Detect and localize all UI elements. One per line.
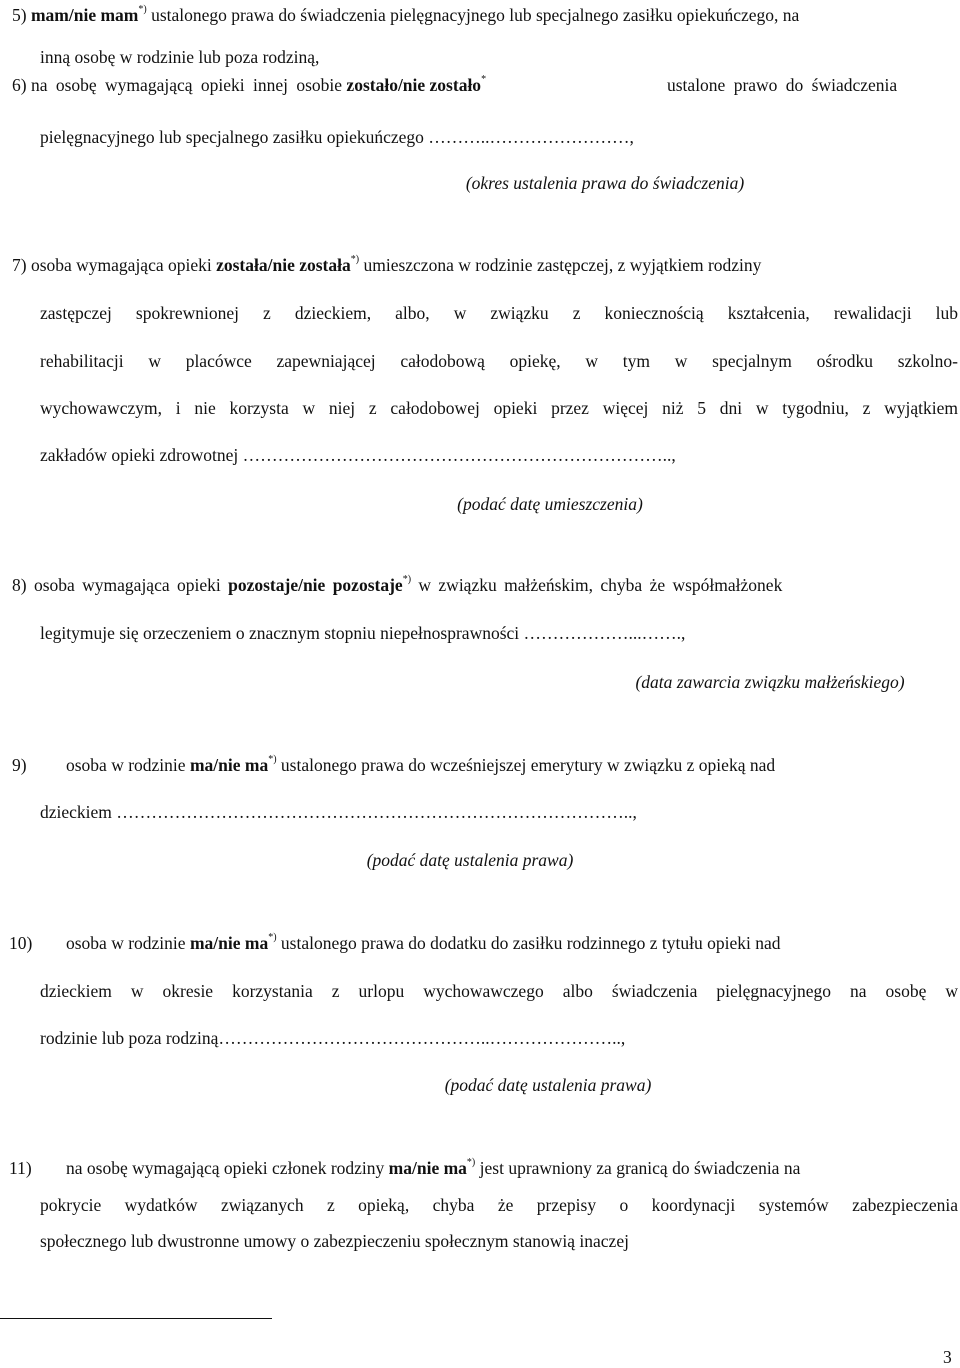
body-text: ustalonego prawa do wcześniejszej emerytury w związku z opieką nad	[280, 755, 776, 775]
item-number: 10)	[9, 933, 33, 953]
item-number: 5)	[12, 5, 27, 25]
item-7-line-4: wychowawczym, i nie korzysta w niej z całodobowej opieki przez więcej niż 5 dni w tygodniu, z wyjątkiem	[40, 398, 958, 418]
item-6-line-1-end: ustalone prawo do świadczenia	[667, 75, 898, 95]
body-text: osoba wymagająca opieki	[30, 255, 212, 275]
item-6-caption: (okres ustalenia prawa do świadczenia)	[465, 173, 745, 193]
item-7-line-2: zastępczej spokrewnionej z dzieckiem, albo, w związku z koniecznością kształcenia, rewalidacji lub	[40, 303, 958, 323]
item-number: 6)	[12, 75, 27, 95]
option-text: pozostaje/nie pozostaje	[228, 575, 403, 595]
footnote-marker: *)	[138, 4, 147, 15]
footnote-marker: *)	[402, 574, 412, 585]
body-text: jest uprawniony za granicą do świadczenia na	[479, 1158, 801, 1178]
item-number: 11)	[9, 1158, 32, 1178]
item-10-line-2: dzieckiem w okresie korzystania z urlopu wychowawczego albo świadczenia pielęgnacyjnego na osobę w	[40, 981, 958, 1001]
item-11-line-2: pokrycie wydatków związanych z opieką, chyba że przepisy o koordynacji systemów zabezpieczenia	[40, 1195, 958, 1215]
item-11-line-3: społecznego lub dwustronne umowy o zabezpieczeniu społecznym stanowią inaczej	[40, 1231, 629, 1251]
item-number: 7)	[12, 255, 27, 275]
option-text: ma/nie ma	[388, 1158, 467, 1178]
item-9-line-2: dzieckiem ……………………………………………………………………………..,	[40, 802, 637, 822]
footnote-marker: *)	[268, 932, 277, 943]
item-5-line-1	[12, 4, 799, 26]
item-7-line-5: zakładów opieki zdrowotnej ………………………………………………………………..,	[40, 445, 676, 465]
body-text: ustalonego prawa do dodatku do zasiłku rodzinnego z tytułu opieki nad	[280, 933, 781, 953]
body-text: na osobę wymagającą opieki członek rodziny	[66, 1158, 385, 1178]
item-5-line-2: inną osobę w rodzinie lub poza rodziną,	[40, 47, 320, 67]
item-6-line-1	[12, 74, 486, 96]
item-9-line-1	[12, 754, 775, 776]
item-10-caption: (podać datę ustalenia prawa)	[444, 1075, 652, 1095]
footnote-separator	[0, 1318, 272, 1319]
item-7-line-1	[12, 254, 761, 276]
option-text: mam/nie mam	[30, 5, 139, 25]
option-text: ma/nie ma	[189, 755, 269, 775]
footnote-marker: *	[481, 74, 487, 85]
item-7-caption: (podać datę umieszczenia)	[457, 494, 643, 514]
body-text: osoba w rodzinie	[66, 755, 186, 775]
body-text: ustalonego prawa do świadczenia pielęgnacyjnego lub specjalnego zasiłku opiekuńczego, na	[146, 5, 800, 25]
item-8-line-2: legitymuje się orzeczeniem o znacznym stopniu niepełnosprawności ………………...…….,	[40, 623, 686, 643]
body-text: osoba wymagająca opieki	[33, 575, 221, 595]
item-10-line-3: rodzinie lub poza rodziną………………………………………..…………………..,	[40, 1028, 626, 1048]
item-10-line-1	[9, 932, 781, 954]
item-11-line-1	[9, 1157, 800, 1179]
option-text: została/nie została	[216, 255, 351, 275]
body-text: w związku małżeńskim, chyba że współmałżonek	[418, 575, 783, 595]
option-text: zostało/nie zostało	[346, 75, 482, 95]
body-text: osoba w rodzinie	[66, 933, 186, 953]
item-9-caption: (podać datę ustalenia prawa)	[366, 850, 574, 870]
item-8-caption: (data zawarcia związku małżeńskiego)	[635, 672, 905, 692]
footnote-marker: *)	[466, 1157, 476, 1168]
footnote-marker: *)	[350, 254, 360, 265]
item-6-line-2: pielęgnacyjnego lub specjalnego zasiłku opiekuńczego ………..……………………,	[40, 127, 634, 147]
item-number: 8)	[12, 575, 27, 595]
page-number: 3	[943, 1347, 952, 1367]
option-text: ma/nie ma	[189, 933, 269, 953]
body-text: umieszczona w rodzinie zastępczej, z wyjątkiem rodziny	[363, 255, 762, 275]
item-number: 9)	[12, 755, 27, 775]
footnote-marker: *)	[268, 754, 277, 765]
item-7-line-3: rehabilitacji w placówce zapewniającej całodobową opiekę, w tym w specjalnym ośrodku szkolno-	[40, 351, 958, 371]
item-8-line-1	[12, 574, 782, 596]
body-text: na osobę wymagającą opieki innej osobie	[30, 75, 343, 95]
